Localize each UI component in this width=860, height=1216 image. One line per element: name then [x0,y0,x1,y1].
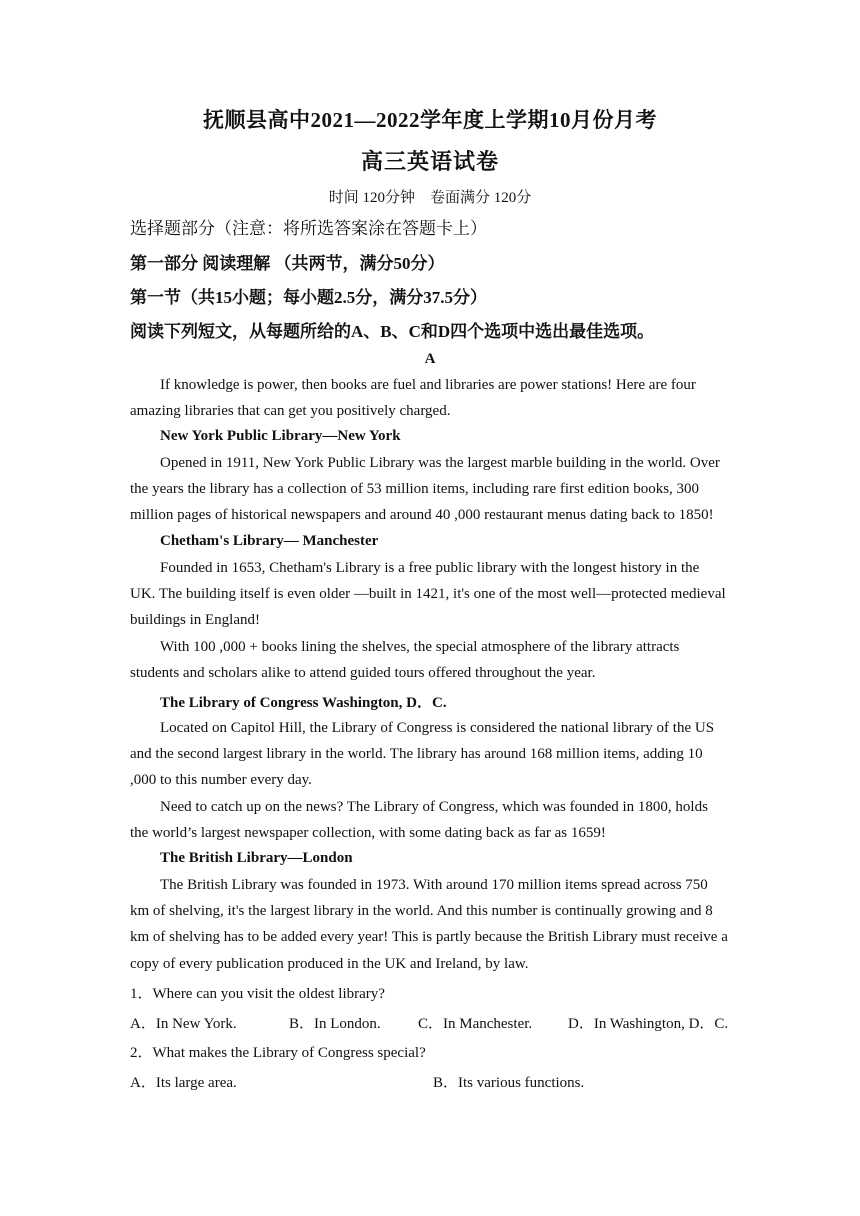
question-2-stem: 2．What makes the Library of Congress special? [130,1045,426,1061]
library-paragraph-british: The British Library was founded in 1973. With around 170 million items spread across 750 km of shelving, it's the largest library in the world. And this number is continually growing and 8 km of shelving has to be added every year! This is partly because the British Library must receive a copy of every publication produced in the UK and Ireland, by law. [130,877,728,972]
question-1-option-d: D．In Washington, D．C. [568,1016,729,1032]
library-paragraph-congress-1: Located on Capitol Hill, the Library of Congress is considered the national library of the US and the second largest library in the world. The library has around 168 million items, adding 10 ,000 to this number every day. [130,720,715,789]
library-heading-congress: The Library of Congress Washington, D．C. [160,695,447,711]
library-heading-chetham: Chetham's Library— Manchester [160,533,379,549]
question-1-option-c: C．In Manchester. [418,1016,533,1032]
part1-heading: 第一部分 阅读理解 （共两节，满分50分） [130,254,445,273]
question-1-option-a: A．In New York. [130,1016,237,1032]
library-heading-nypl: New York Public Library—New York [160,428,401,444]
library-heading-british: The British Library—London [160,850,353,866]
library-paragraph-nypl: Opened in 1911, New York Public Library was the largest marble building in the world. Over the years the library has a collection of 53 million items, including rare first edition books, 300 million pages of historical newspapers and around 40 ,000 restaurant menus dating back to 1850! [130,455,720,524]
library-paragraph-chetham-2: With 100 ,000 + books lining the shelves, the special atmosphere of the library attracts students and scholars alike to attend guided tours offered throughout the year. [130,639,680,682]
section1-heading: 第一节（共15小题；每小题2.5分，满分37.5分） [130,288,487,307]
exam-subtitle: 高三英语试卷 [360,149,499,174]
choice-part-note: 选择题部分（注意：将所选答案涂在答题卡上） [130,219,487,238]
question-1-stem: 1．Where can you visit the oldest library? [130,986,385,1002]
passage-intro: If knowledge is power, then books are fuel and libraries are power stations! Here are four amazing libraries that can get you positively charged. [130,377,696,420]
exam-title: 抚顺县高中2021—2022学年度上学期10月份月考 [203,108,657,132]
exam-meta: 时间 120分钟 卷面满分 120分 [328,190,532,206]
question-2-option-a: A．Its large area. [130,1075,237,1091]
passage-label: A [424,351,436,367]
question-1-option-b: B．In London. [289,1016,381,1032]
directions: 阅读下列短文，从每题所给的A、B、C和D四个选项中选出最佳选项。 [130,322,655,341]
library-paragraph-congress-2: Need to catch up on the news? The Library of Congress, which was founded in 1800, holds the world’s largest newspaper collection, with some dating back as far as 1659! [130,799,708,842]
question-2-option-b: B．Its various functions. [433,1075,585,1091]
library-paragraph-chetham-1: Founded in 1653, Chetham's Library is a free public library with the longest history in the UK. The building itself is even older —built in 1421, it's one of the most well—protected medieval buildings in England! [130,560,726,629]
